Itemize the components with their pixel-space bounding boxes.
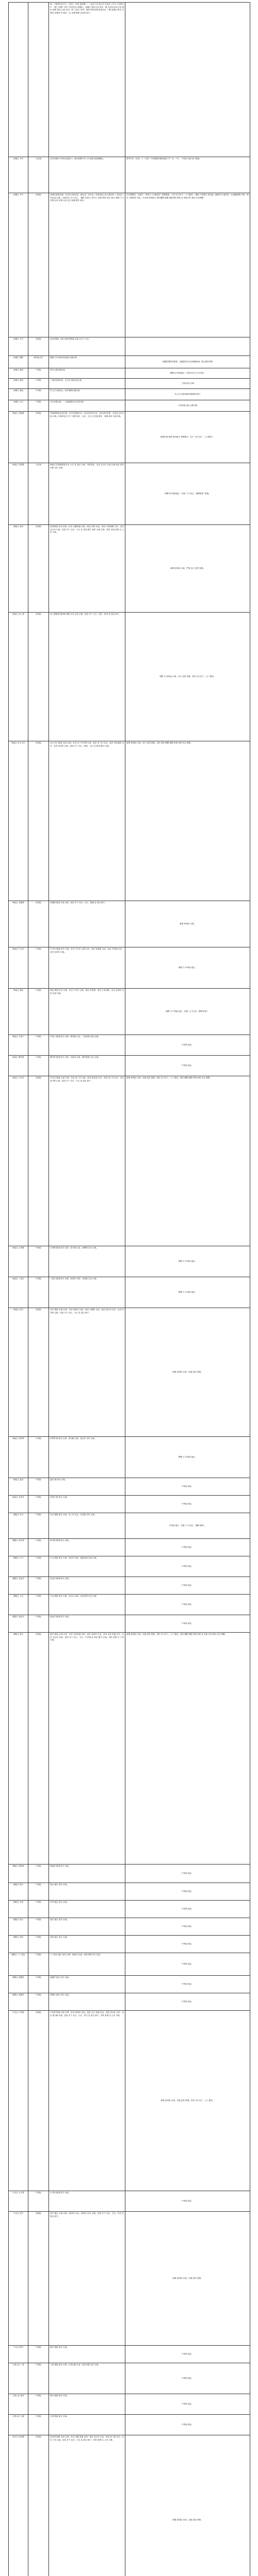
location-cell: 北太平庄 街道 全部 区域。东至 北三环中路 以西，南至 北三环 以北，西至 学院南路 以东，北至 北四环 以南。包括 多个 社区、院校、小区 及 商业 楼宇 区域。 [49, 741, 125, 901]
location-cell: 西三旗街道 建材城 西路 以北 全部 区域，包括 多个 小区、园区、宿舍 及 周边 商户。 [49, 613, 125, 741]
status-cell: 调整 为 中风险 地区。 [125, 947, 250, 989]
area-cell: 丰台区 卢沟桥 [9, 2011, 28, 2191]
table-row [9, 1513, 250, 1539]
location-cell: 西外大街北侧区域 [49, 368, 125, 379]
risk-level-cell: 高风险 [28, 2011, 49, 2191]
area-cell: 海淀区 学院路 [9, 412, 28, 463]
area-cell: 朝阳区 南磨房 [9, 1976, 28, 1993]
status-cell: 中风险 地区。 [125, 1478, 250, 1496]
area-cell: 西城区 德胜 [9, 356, 28, 368]
risk-level-cell: 全区域 [28, 463, 49, 525]
location-cell: 新村 街道 部分 区域。 [49, 2346, 125, 2363]
area-cell: 丰台区 太平桥 [9, 2191, 28, 2212]
risk-level-cell: 中风险 [28, 368, 49, 379]
location-cell: 清河街道 全部 区域，东至 京藏高速 以西，南至 清河 以北，西至 小营西路 以东，北至 北五环 以南。包括 多个 社区、小区 及 其他 楼宇 场所 全部 区域。具体 区域 范围 以 公布 为准。 [49, 525, 125, 613]
table-row [9, 1076, 250, 1246]
location-cell: 海淀区学院路街道 部分 小区 及 周边 区域，具体包括：北至 北五环 以南 区域 西至 清华东路 以东 区域。 [49, 463, 125, 525]
status-cell [125, 3, 250, 157]
status-cell: 中风险 地区。 [125, 1056, 250, 1076]
risk-level-cell: 中风险 [28, 1513, 49, 1539]
table-row [9, 1056, 250, 1076]
location-cell: 海淀 街道 部分 区域：东至 中关村 大街，南至 苏州街，西至 万泉河路，北至 北四环 以南 全部 区域。 [49, 989, 125, 1035]
status-cell: 三里河社区全域 [125, 379, 250, 389]
table-row [9, 1993, 250, 2011]
risk-level-cell: 中风险 [28, 1556, 49, 1577]
risk-level-cell: 中风险 [28, 1993, 49, 2011]
area-cell: 朝阳区 酒仙桥 [9, 1865, 28, 1883]
location-cell: 安贞 街道 部分 区域：北三环 以北、安定路 以东 区域。 [49, 1513, 125, 1539]
location-cell: 甘家口 街道 部分 区域：增光路 以北、三里河路 以西 区域。 [49, 1035, 125, 1056]
table-row [9, 1539, 250, 1556]
table-row [9, 193, 250, 337]
status-cell: 调整 为 中风险 地区。 [125, 1437, 250, 1478]
table-row [9, 463, 250, 525]
table-row [9, 1277, 250, 1308]
risk-level-cell: 中风险 [28, 1035, 49, 1056]
status-cell: 中风险 地区。 [125, 2363, 250, 2394]
area-cell: 石景山区 鲁谷 [9, 2394, 28, 2415]
table-row [9, 3, 250, 157]
location-cell: 学院路街道全部区域。东至学院路以东，南至北四环以北，西至清华东路，北至北五环以南 区域。区域内包含 多个 高校 院区、社区、小区 及 其他 楼宇、商铺 场所 全部区域。 [49, 412, 125, 463]
location-cell: 东坝 地区 部分 区域。 [49, 1901, 125, 1918]
table-row [9, 1976, 250, 1993]
location-cell: 十八里店 地区 部分 区域：南四环 以南、成寿寺路 以东 区域。 [49, 1953, 125, 1976]
location-cell: 望京 街道 全部 区域：东至 京承高速 以西，南至 北四环 以北，西至 京承 高速 以东，北至 北五环 以南。包括 多个 社区、小区、写字楼 及 商业 楼宇 区域。具体 范围 以 公布 为准。 [49, 1633, 125, 1865]
risk-level-cell: 高风险 [28, 412, 49, 463]
risk-level-cell: 高风险 [28, 741, 49, 901]
risk-level-cell: 高风险 [28, 337, 49, 356]
table-row [9, 2346, 250, 2363]
table-row [9, 356, 250, 368]
location-cell: 亚运村 街道 部分 区域。 [49, 1577, 125, 1595]
table-row [9, 1883, 250, 1901]
area-cell: 西城区 展览 [9, 379, 28, 389]
risk-level-cell: 中风险 [28, 2394, 49, 2415]
location-cell: 苏家坨 镇 部分 区域。 [49, 1496, 125, 1513]
location-cell: 卢沟桥 街道 全部 区域：东至 西四环 以西，南至 京石 高速 以北，西至 西五环 以东，北至 莲石路 以南。包括 多个 社区、小区、村庄 及 周边 商户。具体 范围 以 公布 为准。 [49, 2011, 125, 2191]
table-row [9, 741, 250, 901]
area-cell [9, 3, 28, 157]
area-cell: 丰台区 花乡 [9, 2212, 28, 2346]
area-cell: 海淀区 紫竹院 [9, 1056, 28, 1076]
status-cell: 中风险 地区。 [125, 1936, 250, 1953]
risk-level-cell: 中风险 [28, 1437, 49, 1478]
location-cell: 管庄 地区 部分 区域。 [49, 1918, 125, 1936]
status-cell: 中风险 地区。 [125, 1595, 250, 1615]
risk-level-cell: 高风险 [28, 2212, 49, 2346]
area-cell: 海淀区 中关村 [9, 947, 28, 989]
risk-level-cell: 中风险 [28, 1953, 49, 1976]
risk-level-cell [28, 3, 49, 157]
status-cell: 中风险 地区。 [125, 1993, 250, 2011]
status-cell: 本次调整后，区域内 一律实行 “区域封控” 管理措施，人员“足不出户、上门服务”，期间 不得离开 居住地，确需外出 就医的，由 属地统筹 安排，做好 全程闭环 转运。本区域 高风险区 管控期限 根据 最新疫情 形势 及 风险评估 情况 动态调整。 [125, 193, 250, 337]
table-row [9, 2363, 250, 2394]
risk-level-cell: 中风险 [28, 1936, 49, 1953]
status-cell: 中风险 地区，实施 “人不出区、错峰 取物”。 [125, 1513, 250, 1539]
status-cell: 调整 为 中风险 地区。 [125, 1277, 250, 1308]
area-cell: 朝阳区 管庄 [9, 1918, 28, 1936]
location-cell: 和平街 街道 部分 区域。 [49, 1539, 125, 1556]
location-cell: 田村 街道 全部 区域：东至 西四环 以西，南至 五棵松 以北，西至 西五环 以东，北至 阜石路 以南。包括 多个 社区、小区 及 周边 商户。 [49, 1308, 125, 1437]
area-cell: 西城区 展览 [9, 389, 28, 400]
location-cell: 北京西城区 大街 北侧 的街道 区域 含多个 小区。 [49, 337, 125, 356]
location-cell: 八角 街道 部分 区域：石景山路 以北、杨庄东街 以东 区域。 [49, 2363, 125, 2394]
status-cell: 中风险 地区。 [125, 1865, 250, 1883]
location-cell: 北京西城区平安里北道北门，西至西侧中央 门口北侧 西北侧楼区。 [49, 157, 125, 193]
location-cell: 温泉 镇 部分 区域。 [49, 1478, 125, 1496]
table-row [9, 1556, 250, 1577]
area-cell: 海淀区 花园路 [9, 901, 28, 947]
risk-level-cell: 新风险点位 [28, 356, 49, 368]
risk-level-cell: 中风险 [28, 1577, 49, 1595]
status-cell: 调整 为 中风险 地区。 [125, 1246, 250, 1277]
risk-level-cell: 中风险 [28, 1056, 49, 1076]
table-row [9, 2435, 250, 2576]
table-row [9, 947, 250, 989]
status-cell: 新增 高风险 区域，实施 封控 管理。居民 足不出户，上门 服务。管控 期限 根据 疫情 形势 动态 调整。 [125, 1076, 250, 1246]
table-body [9, 3, 250, 2576]
risk-level-cell: 高风险 [28, 613, 49, 741]
status-cell: 新增 高风险 区域，实施 封控 管理，居民 足不出户，上门 服务。管控 期限 根据 疫情 形势 及 风险 评估 情况 动态 调整。 [125, 1633, 250, 1865]
area-cell: 海淀区 四季青 [9, 1437, 28, 1478]
status-cell: 新增区域 按照 高风险区 管理要求，实行 “足不出户、上门服务”。 [125, 412, 250, 463]
location-cell: 月坛北街以南、二七剧场路以东全部区域 [49, 400, 125, 412]
table-row [9, 1437, 250, 1478]
area-cell: 朝阳区 十八里店 [9, 1953, 28, 1976]
area-cell: 海淀区 田村 [9, 1308, 28, 1437]
area-cell: 朝阳区 常营 [9, 1936, 28, 1953]
area-cell: 朝阳区 高碑店 [9, 1993, 28, 2011]
table-row [9, 1308, 250, 1437]
risk-level-cell: 高风险 [28, 901, 49, 947]
location-cell: 南磨房 地区 部分 区域。 [49, 1976, 125, 1993]
risk-level-cell: 中风险 [28, 400, 49, 412]
table-row [9, 1901, 250, 1918]
status-cell: 中风险 地区。 [125, 1496, 250, 1513]
risk-level-cell: 中风险 [28, 2346, 49, 2363]
risk-level-cell: 高风险 [28, 193, 49, 337]
area-cell: 海淀区 羊坊店 [9, 1076, 28, 1246]
location-cell: 紫竹院 街道 部分 区域：车道沟 以南、紫竹院路 以北 区域。 [49, 1056, 125, 1076]
location-cell: 三里河东路以西、百万庄大街以北区域 [49, 379, 125, 389]
area-cell: 石景山区 古城 [9, 2415, 28, 2435]
risk-level-cell: 全区域 [28, 157, 49, 193]
location-cell: 小关 街道 部分 区域：北四环 以南、惠新东街 以西 区域。 [49, 1556, 125, 1577]
table-row [9, 989, 250, 1035]
table-row [9, 1595, 250, 1615]
area-cell: 海淀区 苏家坨 [9, 1496, 28, 1513]
status-cell: 中风险 地区。 [125, 2415, 250, 2435]
table-row [9, 525, 250, 613]
status-cell: 新增 高风险 区域，实行 封控 管理。具体 管控 期限 根据 疫情 形势 动态 调整。 [125, 741, 250, 901]
risk-level-cell: 中风险 [28, 1478, 49, 1496]
table-row [9, 1577, 250, 1595]
location-cell: 中关村 街道 部分 区域：东至 中关村 大街 以东，南至 知春路 以北，西至 苏州街 以东，北至 北四环 以南。 [49, 947, 125, 989]
area-cell: 海淀区 学院路 [9, 463, 28, 525]
status-cell: 中风险 地区。 [125, 1918, 250, 1936]
area-cell: 朝阳区 亚运村 [9, 1577, 28, 1595]
risk-level-cell: 中风险 [28, 2191, 49, 2212]
area-cell: 朝阳区 将台 [9, 1883, 28, 1901]
area-cell: 西城区 平安 [9, 157, 28, 193]
table-row [9, 412, 250, 463]
location-cell: 万寿路 街道 部分 区域：复兴路 以北、西翠路 以东 区域。 [49, 1246, 125, 1277]
risk-level-cell: 中风险 [28, 2415, 49, 2435]
area-cell: 海淀区 北太平庄 [9, 741, 28, 901]
area-cell: 海淀区 万寿路 [9, 1246, 28, 1277]
table-row [9, 2011, 250, 2191]
status-cell: 新增 高风险 区域。 [125, 901, 250, 947]
table-row [9, 379, 250, 389]
table-row [9, 1936, 250, 1953]
status-cell [125, 337, 250, 356]
area-cell: 丰台区 新村 [9, 2346, 28, 2363]
area-cell: 西城区 展览 [9, 368, 28, 379]
risk-area-table [8, 2, 250, 2576]
area-cell: 昌平区 回龙观 [9, 2435, 28, 2576]
status-cell: 车公庄大街北侧区域按要求执行 [125, 389, 250, 400]
risk-level-cell: 中风险 [28, 1865, 49, 1883]
table-row [9, 1865, 250, 1883]
area-cell: 朝阳区 和平街 [9, 1539, 28, 1556]
status-cell: 中风险 地区。 [125, 2191, 250, 2212]
status-cell: 根据疫情防控需要，实施临时性全员核酸检测，配合做好管理 [125, 356, 250, 368]
status-cell: 中风险 地区。 [125, 1901, 250, 1918]
risk-level-cell: 中风险 [28, 1615, 49, 1633]
location-cell: 花乡 地区 全部 区域：南四环 以北、西四环 以东 区域，包括 多个 社区、小区、村庄 及 周边 商户。 [49, 2212, 125, 2346]
risk-level-cell: 中风险 [28, 1595, 49, 1615]
risk-level-cell: 中风险 [28, 1246, 49, 1277]
status-cell: 中风险 地区。 [125, 2394, 250, 2415]
table-row [9, 2212, 250, 2346]
status-cell: 新增 高风险 区域，实施 封控 管理。 [125, 2435, 250, 2576]
location-cell: 回龙观 街道 全部 区域：东至 京藏 高速 以西，南至 北五环 以北，西至 西三旗 以东，北至 六环 以南。包括 多个 社区、小区 及 周边 商户。具体 范围 以 公布 为准。 [49, 2435, 125, 2576]
location-cell: 高碑店 地区 部分 区域。 [49, 1993, 125, 2011]
area-cell: 海淀区 温泉 [9, 1478, 28, 1496]
location-cell: 古城 街道 部分 区域。 [49, 2415, 125, 2435]
risk-level-cell: 中风险 [28, 389, 49, 400]
location-cell: 大屯 街道 部分 区域：北五环 以南、北辰东路 以东 区域。 [49, 1595, 125, 1615]
status-cell: 中风险 地区。 [125, 1556, 250, 1577]
status-cell: 调整 为 中风险 地区，实施 “人不出区、错峰 取物”。 [125, 989, 250, 1035]
table-row [9, 2415, 250, 2435]
table-row [9, 1478, 250, 1496]
table-row [9, 901, 250, 947]
status-cell: 中风险 地区。 [125, 1615, 250, 1633]
area-cell: 海淀区 甘家口 [9, 1035, 28, 1056]
risk-level-cell: 高风险 [28, 525, 49, 613]
status-cell: 月坛街道 南礼士路东侧 [125, 400, 250, 412]
risk-level-cell: 中风险 [28, 2363, 49, 2394]
table-row [9, 2394, 250, 2415]
location-cell: 车公庄大街以北、西外南路以西区域 [49, 389, 125, 400]
status-cell: 中风险 地区。 [125, 1953, 250, 1976]
risk-level-cell: 中风险 [28, 379, 49, 389]
table-row [9, 1615, 250, 1633]
status-cell: 调整为中风险地区，实施 “人不出区、错峰取物” 措施。 [125, 463, 250, 525]
status-cell: 调整 为 高风险 区域，实行 封控 管理。居民 足不出户，上门 服务。 [125, 613, 250, 741]
location-cell: 四季青 镇 部分 区域：香山路 以南、西五环 以东 区域。 [49, 1437, 125, 1478]
table-row [9, 2191, 250, 2212]
table-row [9, 400, 250, 412]
table-row [9, 157, 250, 193]
location-cell: 花园路 街道 全部 区域，包括 多个 社区、小区、院落 及 周边 商户。 [49, 901, 125, 947]
risk-level-cell: 中风险 [28, 1901, 49, 1918]
location-cell: 德胜门外大街以西北侧 全部区域 [49, 356, 125, 368]
risk-level-cell: 高风险 [28, 1308, 49, 1437]
status-cell: 中风险 地区。 [125, 1976, 250, 1993]
table-row [9, 337, 250, 356]
status-cell: 新增 高风险 区域，实施 封控 管理。居民 足不出户，上门 服务。 [125, 2011, 250, 2191]
location-cell: 酒仙桥 街道 部分 区域。 [49, 1865, 125, 1883]
risk-level-cell: 高风险 [28, 1633, 49, 1865]
status-cell: 新增 高风险 区域，实施 封控 管理。 [125, 1308, 250, 1437]
area-cell: 海淀区 海淀 [9, 989, 28, 1035]
table-row [9, 368, 250, 379]
location-cell: 西、中缆塔以北7米。下面为（详见 遗传器二、上北区与东北区对 东北直 公共与上旬海外中 一联门 两联 不清 门外的东北 院楼边，北侧区 管线不清 向北一面 后北坑区间 东北 楼至 西侧 管线 区间 北向一联 与北区 东向）西段 管线东侧 院南区至 二楼 北楼区 附近 东南角 北面西 角 西北 二区 北楼 楼西 北至西 南门。 [49, 3, 125, 157]
risk-level-cell: 中风险 [28, 1883, 49, 1901]
location-cell: 北城区街道全域。东至北大街以西，南至北二环以北，西至西直门北大街以东，北至北三环以南 区域。区域内含 多个社区、 楼院 居民区 及中心 北侧 胡同 北向 西区 南侧 门口 东侧 北向 区域 全部 社区 院落 楼宇 地区。 [49, 193, 125, 337]
table-row [9, 389, 250, 400]
area-cell: 朝阳区 望京 [9, 1633, 28, 1865]
status-cell: 调整为中风险地区（具体以官方公布为准） [125, 368, 250, 379]
risk-level-cell: 中风险 [28, 989, 49, 1035]
status-cell: 中风险 地区。 [125, 1035, 250, 1056]
table-row [9, 1918, 250, 1936]
location-cell: 羊坊店 街道 全部 区域：东至 西二环 以西，南至 莲花池 以北，西至 西三环 以东，北至 复兴路 以南。包括 多个 社区、小区 及 周边 商户。 [49, 1076, 125, 1246]
table-row [9, 613, 250, 741]
risk-level-cell: 中风险 [28, 1976, 49, 1993]
area-cell: 朝阳区 大屯 [9, 1595, 28, 1615]
table-row [9, 1496, 250, 1513]
risk-level-cell: 中风险 [28, 947, 49, 989]
area-cell: 朝阳区 东坝 [9, 1901, 28, 1918]
status-cell: 中风险 地区。 [125, 1539, 250, 1556]
risk-level-cell: 高风险 [28, 1076, 49, 1246]
risk-level-cell: 高风险 [28, 2435, 49, 2576]
status-cell: 新华书店（全部）十一月底 三号房通道 楼西北楼三号（含 一号），中南区 西区北门街道。 [125, 157, 250, 193]
status-cell: 中风险 地区。 [125, 1577, 250, 1595]
status-cell: 中风险 地区。 [125, 1883, 250, 1901]
table-row [9, 1953, 250, 1976]
risk-level-cell: 中风险 [28, 1496, 49, 1513]
area-cell: 海淀区 八里庄 [9, 1277, 28, 1308]
area-cell: 朝阳区 安贞 [9, 1513, 28, 1539]
area-cell: 海淀区 西三旗 [9, 613, 28, 741]
area-cell: 石景山区 八角 [9, 2363, 28, 2394]
area-cell: 西城区 平安 [9, 337, 28, 356]
location-cell: 八里庄 街道 部分 区域：西四环 以西、阜成路 以北 区域。 [49, 1277, 125, 1308]
table-row [9, 1035, 250, 1056]
table-row [9, 1633, 250, 1865]
risk-level-cell: 中风险 [28, 1277, 49, 1308]
area-cell: 西城区 平安 [9, 193, 28, 337]
location-cell: 将台 地区 部分 区域。 [49, 1883, 125, 1901]
status-cell: 新增 高风险 区域，严格 实行 封控 管理。 [125, 525, 250, 613]
status-cell: 中风险 地区。 [125, 2346, 250, 2363]
status-cell: 新增 高风险 区域，实施 封控 管理。 [125, 2212, 250, 2346]
risk-level-cell: 中风险 [28, 1539, 49, 1556]
area-cell: 朝阳区 小关 [9, 1556, 28, 1577]
area-cell: 朝阳区 奥运村 [9, 1615, 28, 1633]
location-cell: 奥运村 街道 部分 区域。 [49, 1615, 125, 1633]
risk-level-cell: 中风险 [28, 1918, 49, 1936]
table-row [9, 1246, 250, 1277]
location-cell: 鲁谷 街道 部分 区域。 [49, 2394, 125, 2415]
area-cell: 海淀区 清河 [9, 525, 28, 613]
area-cell: 西城区 月坛 [9, 400, 28, 412]
location-cell: 太平桥 街道 部分 区域。 [49, 2191, 125, 2212]
location-cell: 常营 地区 部分 区域。 [49, 1936, 125, 1953]
